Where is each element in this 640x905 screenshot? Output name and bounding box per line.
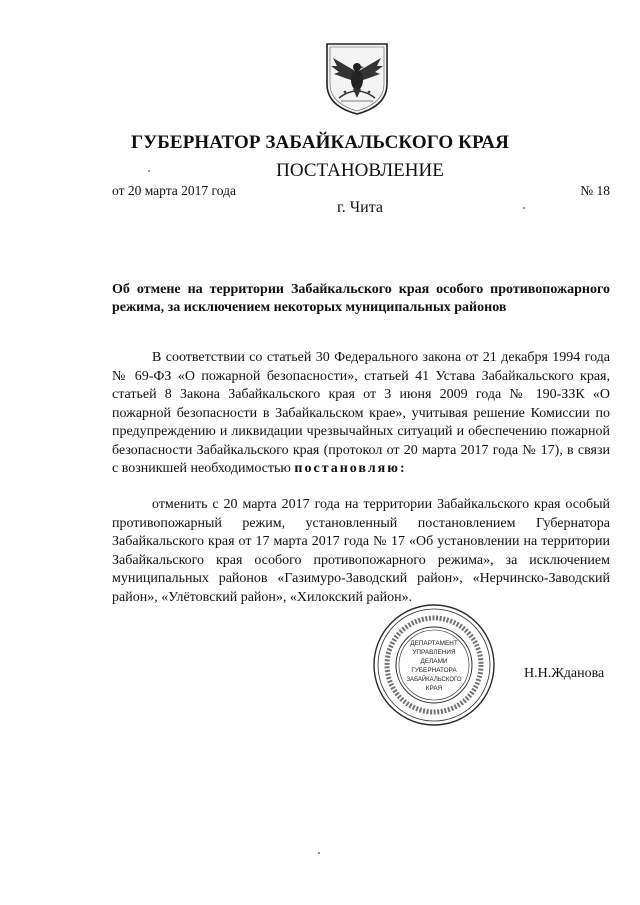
stamp-line-1: ДЕПАРТАМЕНТ: [410, 640, 458, 647]
document-number: № 18: [580, 183, 610, 198]
signer-name: Н.Н.Жданова: [524, 666, 605, 681]
paragraph-1-text: В соответствии со статьей 30 Федерального закона от 21 декабря 1994 года № 69-ФЗ «О пожарной безопасности», статьей 41 Устава Забайкальского края, статьей 8 Закона Забайкальского края от 3 июня 2009 года № 190-ЗЗК «О пожарной безопасности в Забайкальском крае», учитывая решение Комиссии по предупреждению и ликвидации чрезвычайных ситуаций и обеспечению пожарной безопасности Забайкальского края (протокол от 20 марта 2017 года № 17), в связи с возникшей необходимостью: [112, 350, 610, 476]
stamp-line-2: УПРАВЛЕНИЯ: [412, 649, 456, 656]
stamp-line-5: ЗАБАЙКАЛЬСКОГО: [406, 677, 462, 683]
scan-speck: [148, 170, 150, 172]
body-paragraph-1: [112, 349, 610, 479]
scan-speck: [318, 852, 320, 854]
authority-title: ГУБЕРНАТОР ЗАБАЙКАЛЬСКОГО КРАЯ: [131, 132, 509, 153]
document-type: ПОСТАНОВЛЕНИЕ: [276, 160, 444, 181]
stamp-line-4: ГУБЕРНАТОРА: [411, 667, 457, 674]
document-date: от 20 марта 2017 года: [112, 183, 236, 198]
resolve-word: постановляю:: [294, 461, 407, 476]
stamp-line-3: ДЕЛАМИ: [420, 658, 448, 665]
document-city: г. Чита: [336, 199, 383, 216]
coat-of-arms-icon: [321, 40, 393, 116]
document-subject: Об отмене на территории Забайкальского края особого противопожарного режима, за исключением некоторых муниципальных районов: [112, 282, 610, 315]
body-paragraph-2: отменить с 20 марта 2017 года на территории Забайкальского края особый противопожарный режим, установленный постановлением Губернатора Забайкальского края от 17 марта 2017 года № 17 «Об установлении на территории Забайкальского края особого противопожарного режима», за исключением муниципальных районов «Газимуро-Заводский район», «Нерчинско-Заводский район», «Улётовский район», «Хилокский район».: [112, 497, 610, 605]
stamp-line-6: КРАЯ: [425, 685, 443, 692]
scan-speck: [523, 207, 525, 209]
official-stamp-icon: [372, 603, 496, 727]
